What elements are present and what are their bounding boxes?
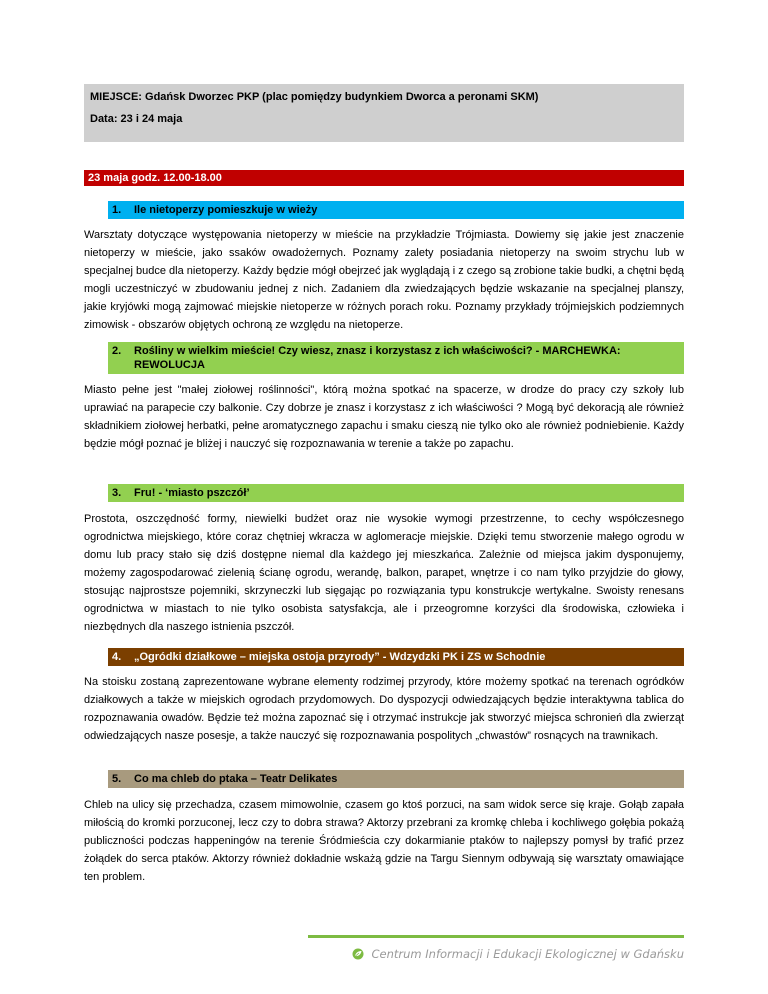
section-number: 4. xyxy=(112,651,122,663)
footer-divider xyxy=(308,935,684,938)
day-heading: 23 maja godz. 12.00-18.00 xyxy=(84,170,684,186)
footer-org-name: Centrum Informacji i Edukacji Ekologicznej w Gdańsku xyxy=(371,947,684,961)
section-title: „Ogródki działkowe – miejska ostoja przyrody” - Wdzydzki PK i ZS w Schodnie xyxy=(134,651,546,663)
section-number: 1. xyxy=(112,204,122,216)
event-info-box xyxy=(84,84,684,142)
section-3-heading xyxy=(108,484,684,502)
section-4-heading xyxy=(108,648,684,666)
section-3-text: Prostota, oszczędność formy, niewielki budżet oraz nie wysokie wymogi przestrzenne, to cechy współczesnego ogrodnictwa miejskiego, które coraz chętniej wkracza w aglomeracje miejskie. Dzięki temu stworzenie małego ogrodu w domu lub pracy stało się dziś dostępne niemal dla każdego jej mieszkańca. Zależnie od miejsca jakim dysponujemy, możemy zagospodarować zielenią ścianę ogrodu, werandę, balkon, parapet, wnętrze i co nam tylko przyjdzie do głowy, stosując najprostsze pojemniki, skrzyneczki lub sięgając po rozwiązania typu konstrukcje wertykalne. Swoisty renesans ogrodnictwa w miastach to nie tylko osobista satysfakcja, ale i przeogromne korzyści dla środowiska, człowieka i niezbędnych dla naszego istnienia pszczół. xyxy=(84,513,684,633)
section-5-heading xyxy=(108,770,684,788)
footer xyxy=(334,945,684,963)
section-number: 3. xyxy=(112,487,122,499)
event-place: MIEJSCE: Gdańsk Dworzec PKP (plac pomiędzy budynkiem Dworca a peronami SKM) xyxy=(90,91,539,103)
section-title: Rośliny w wielkim mieście! Czy wiesz, znasz i korzystasz z ich właściwości? - MARCHEWKA: REWOLUCJA xyxy=(134,345,621,371)
section-title: Ile nietoperzy pomieszkuje w wieży xyxy=(134,204,318,216)
section-1-heading xyxy=(108,201,684,219)
section-title: Fru! - ‘miasto pszczół’ xyxy=(134,487,250,499)
section-number: 5. xyxy=(112,773,122,785)
section-1-text: Warsztaty dotyczące występowania nietoperzy w mieście na przykładzie Trójmiasta. Dowiemy się jakie jest znaczenie nietoperzy w mieście, jako ssaków owadożernych. Poznamy zalety posiadania nietoperzy na swoim strychu lub w specjalnej budce dla nietoperzy. Każdy będzie mógł obejrzeć jak wyglądają i z czego są zrobione takie budki, a chętni będą mogli uczestniczyć w zbudowaniu jednej z nich. Zadaniem dla zwiedzających będzie wskazanie na specjalnej planszy, jakie kryjówki mogą zajmować miejskie nietoperze w różnych porach roku. Poznamy przykłady trójmiejskich podziemnych zimowisk - obszarów objętych ochroną ze względu na nietoperze. xyxy=(84,229,684,331)
section-2-text: Miasto pełne jest "małej ziołowej roślinności", którą można spotkać na spacerze, w drodze do pracy czy szkoły lub uprawiać na parapecie czy balkonie. Czy dobrze je znasz i korzystasz z ich właściwości ? Mogą być dekoracją ale również składnikiem ziołowej herbatki, pełne aromatycznego zapachu i smaku cieszą nie tylko oko ale również podniebienie. Każdy będzie mógł poznać je bliżej i nauczyć się rozpoznawania w terenie a także po zapachu. xyxy=(84,384,684,450)
section-title: Co ma chleb do ptaka – Teatr Delikates xyxy=(134,773,338,785)
section-5-text: Chleb na ulicy się przechadza, czasem mimowolnie, czasem go ktoś porzuci, na sam widok serce się kraje. Gołąb zapała miłością do kromki porzuconej, lecz czy to dobra strawa? Aktorzy przebrani za kromkę chleba i kochliwego gołębia pokażą publiczności podczas happeningów na terenie Śródmieścia czy dokarmianie ptaków to najlepszy pomysł by trafić przez żołądek do serca ptaków. Aktorzy również dokładnie wskażą gdzie na Targu Siennym odbywają się warsztaty omawiające ten problem. xyxy=(84,799,684,883)
section-number: 2. xyxy=(112,345,122,357)
section-4-text: Na stoisku zostaną zaprezentowane wybrane elementy rodzimej przyrody, które możemy spotkać na terenach ogródków działkowych a także w miejskich ogrodach przydomowych. Do dyspozycji odwiedzających będzie interaktywna tablica do rozpoznawania owadów. Będzie też można zapoznać się i otrzymać instrukcje jak stworzyć miejsca schronień dla zwierząt odwiedzających nasze posesje, a także nauczyć się rozpoznawania pospolitych „chwastów” rosnących na trawnikach. xyxy=(84,676,684,742)
event-date: Data: 23 i 24 maja xyxy=(90,113,183,125)
section-2-heading xyxy=(108,342,684,374)
leaf-logo-icon xyxy=(352,948,364,960)
